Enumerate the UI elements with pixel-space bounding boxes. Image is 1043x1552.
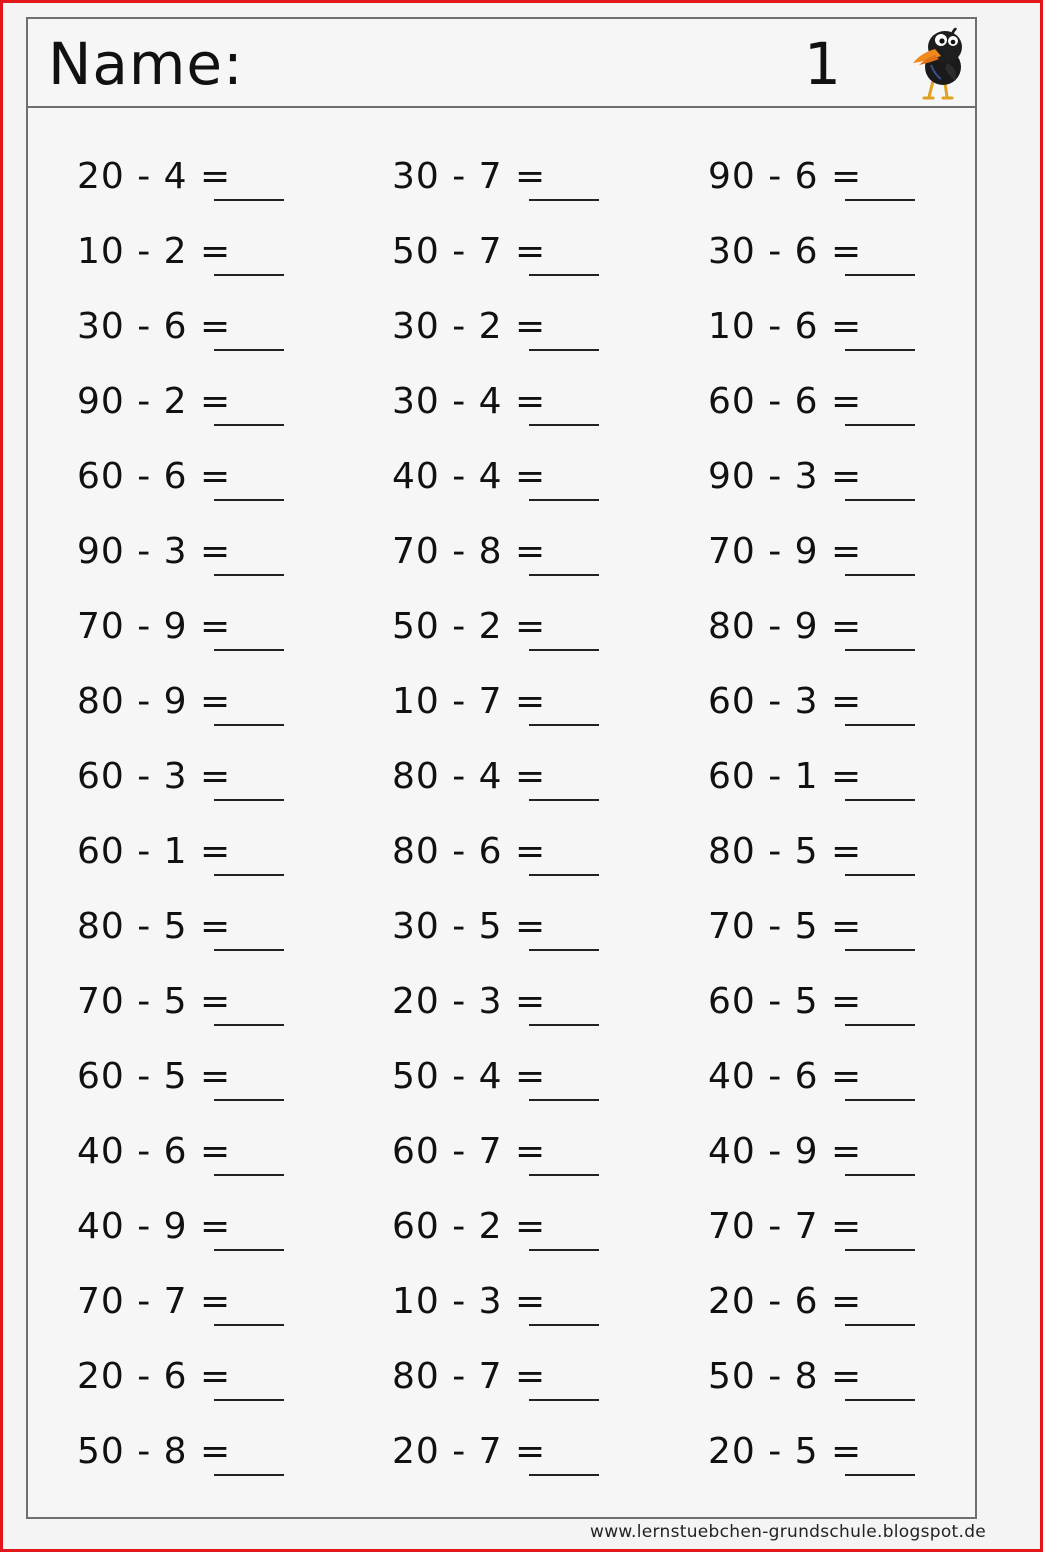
problem-expression: 30 - 2 = — [392, 306, 547, 347]
problem-expression: 60 - 3 = — [77, 756, 232, 797]
worksheet-header — [28, 19, 975, 108]
problem-row — [28, 1426, 975, 1486]
answer-blank — [845, 349, 915, 351]
problem-expression: 70 - 5 = — [77, 981, 232, 1022]
problem-row — [28, 526, 975, 586]
problem-expression: 60 - 5 = — [77, 1056, 232, 1097]
problem-expression: 40 - 4 = — [392, 456, 547, 497]
problem-expression: 30 - 5 = — [392, 906, 547, 947]
answer-blank — [214, 1174, 284, 1176]
problem-row — [28, 751, 975, 811]
answer-blank — [845, 574, 915, 576]
answer-blank — [529, 1024, 599, 1026]
problem-expression: 50 - 2 = — [392, 606, 547, 647]
problem-expression: 20 - 7 = — [392, 1431, 547, 1472]
footer-url: www.lernstuebchen-grundschule.blogspot.de — [590, 1522, 987, 1542]
answer-blank — [845, 949, 915, 951]
answer-blank — [529, 349, 599, 351]
problem-row — [28, 1351, 975, 1411]
raven-icon — [911, 23, 971, 103]
problem-row — [28, 901, 975, 961]
problem-expression: 30 - 7 = — [392, 156, 547, 197]
problem-expression: 20 - 6 = — [77, 1356, 232, 1397]
problem-expression: 80 - 4 = — [392, 756, 547, 797]
answer-blank — [214, 1249, 284, 1251]
answer-blank — [845, 1099, 915, 1101]
problem-row — [28, 376, 975, 436]
problem-expression: 60 - 6 = — [708, 381, 863, 422]
problem-row — [28, 301, 975, 361]
problem-expression: 50 - 8 = — [77, 1431, 232, 1472]
problem-expression: 70 - 7 = — [708, 1206, 863, 1247]
answer-blank — [845, 874, 915, 876]
answer-blank — [214, 499, 284, 501]
answer-blank — [214, 274, 284, 276]
problem-expression: 10 - 6 = — [708, 306, 863, 347]
problem-expression: 60 - 1 = — [77, 831, 232, 872]
answer-blank — [529, 1324, 599, 1326]
answer-blank — [214, 1474, 284, 1476]
answer-blank — [845, 1474, 915, 1476]
answer-blank — [529, 1474, 599, 1476]
answer-blank — [214, 724, 284, 726]
problem-expression: 80 - 6 = — [392, 831, 547, 872]
problem-row — [28, 1276, 975, 1336]
answer-blank — [845, 1399, 915, 1401]
problem-expression: 50 - 4 = — [392, 1056, 547, 1097]
answer-blank — [529, 949, 599, 951]
problem-expression: 80 - 9 = — [77, 681, 232, 722]
answer-blank — [529, 1099, 599, 1101]
answer-blank — [529, 724, 599, 726]
answer-blank — [214, 574, 284, 576]
problem-expression: 70 - 8 = — [392, 531, 547, 572]
problem-expression: 20 - 3 = — [392, 981, 547, 1022]
sheet-number: 1 — [804, 30, 841, 98]
problem-row — [28, 451, 975, 511]
answer-blank — [214, 799, 284, 801]
problem-expression: 30 - 4 = — [392, 381, 547, 422]
problem-expression: 80 - 5 = — [708, 831, 863, 872]
problem-expression: 60 - 1 = — [708, 756, 863, 797]
problem-expression: 80 - 9 = — [708, 606, 863, 647]
answer-blank — [845, 424, 915, 426]
problem-expression: 70 - 7 = — [77, 1281, 232, 1322]
problem-expression: 40 - 6 = — [708, 1056, 863, 1097]
problem-row — [28, 826, 975, 886]
problem-row — [28, 1051, 975, 1111]
problem-row — [28, 226, 975, 286]
answer-blank — [214, 1399, 284, 1401]
problem-row — [28, 1201, 975, 1261]
answer-blank — [214, 1099, 284, 1101]
problem-expression: 80 - 7 = — [392, 1356, 547, 1397]
answer-blank — [845, 1249, 915, 1251]
problem-expression: 60 - 3 = — [708, 681, 863, 722]
problem-expression: 90 - 6 = — [708, 156, 863, 197]
problem-expression: 90 - 3 = — [77, 531, 232, 572]
answer-blank — [529, 649, 599, 651]
answer-blank — [214, 349, 284, 351]
answer-blank — [529, 199, 599, 201]
answer-blank — [214, 424, 284, 426]
answer-blank — [529, 874, 599, 876]
problem-expression: 10 - 7 = — [392, 681, 547, 722]
answer-blank — [845, 1024, 915, 1026]
problem-expression: 70 - 9 = — [77, 606, 232, 647]
answer-blank — [845, 1324, 915, 1326]
problem-expression: 60 - 7 = — [392, 1131, 547, 1172]
answer-blank — [845, 1174, 915, 1176]
answer-blank — [529, 1399, 599, 1401]
problem-expression: 40 - 9 = — [708, 1131, 863, 1172]
problem-expression: 20 - 4 = — [77, 156, 232, 197]
answer-blank — [214, 199, 284, 201]
problem-expression: 10 - 2 = — [77, 231, 232, 272]
problem-expression: 40 - 6 = — [77, 1131, 232, 1172]
name-label: Name: — [48, 30, 244, 98]
problem-expression: 70 - 5 = — [708, 906, 863, 947]
problem-expression: 30 - 6 = — [708, 231, 863, 272]
problem-expression: 20 - 6 = — [708, 1281, 863, 1322]
problem-row — [28, 601, 975, 661]
answer-blank — [529, 274, 599, 276]
problem-expression: 20 - 5 = — [708, 1431, 863, 1472]
answer-blank — [214, 949, 284, 951]
problem-expression: 50 - 7 = — [392, 231, 547, 272]
problem-row — [28, 676, 975, 736]
answer-blank — [214, 874, 284, 876]
problem-expression: 40 - 9 = — [77, 1206, 232, 1247]
answer-blank — [529, 1249, 599, 1251]
answer-blank — [214, 1024, 284, 1026]
problem-expression: 90 - 2 = — [77, 381, 232, 422]
problem-expression: 30 - 6 = — [77, 306, 232, 347]
problem-row — [28, 151, 975, 211]
problem-row — [28, 1126, 975, 1186]
problem-expression: 10 - 3 = — [392, 1281, 547, 1322]
problem-expression: 90 - 3 = — [708, 456, 863, 497]
problem-expression: 60 - 2 = — [392, 1206, 547, 1247]
answer-blank — [529, 499, 599, 501]
worksheet — [26, 17, 977, 1519]
answer-blank — [845, 274, 915, 276]
problem-expression: 80 - 5 = — [77, 906, 232, 947]
problem-row — [28, 976, 975, 1036]
problem-expression: 50 - 8 = — [708, 1356, 863, 1397]
answer-blank — [845, 649, 915, 651]
answer-blank — [529, 799, 599, 801]
answer-blank — [529, 424, 599, 426]
answer-blank — [529, 574, 599, 576]
answer-blank — [529, 1174, 599, 1176]
answer-blank — [845, 724, 915, 726]
answer-blank — [214, 649, 284, 651]
answer-blank — [845, 799, 915, 801]
problem-expression: 60 - 6 = — [77, 456, 232, 497]
answer-blank — [845, 199, 915, 201]
problem-expression: 60 - 5 = — [708, 981, 863, 1022]
answer-blank — [845, 499, 915, 501]
answer-blank — [214, 1324, 284, 1326]
problem-expression: 70 - 9 = — [708, 531, 863, 572]
